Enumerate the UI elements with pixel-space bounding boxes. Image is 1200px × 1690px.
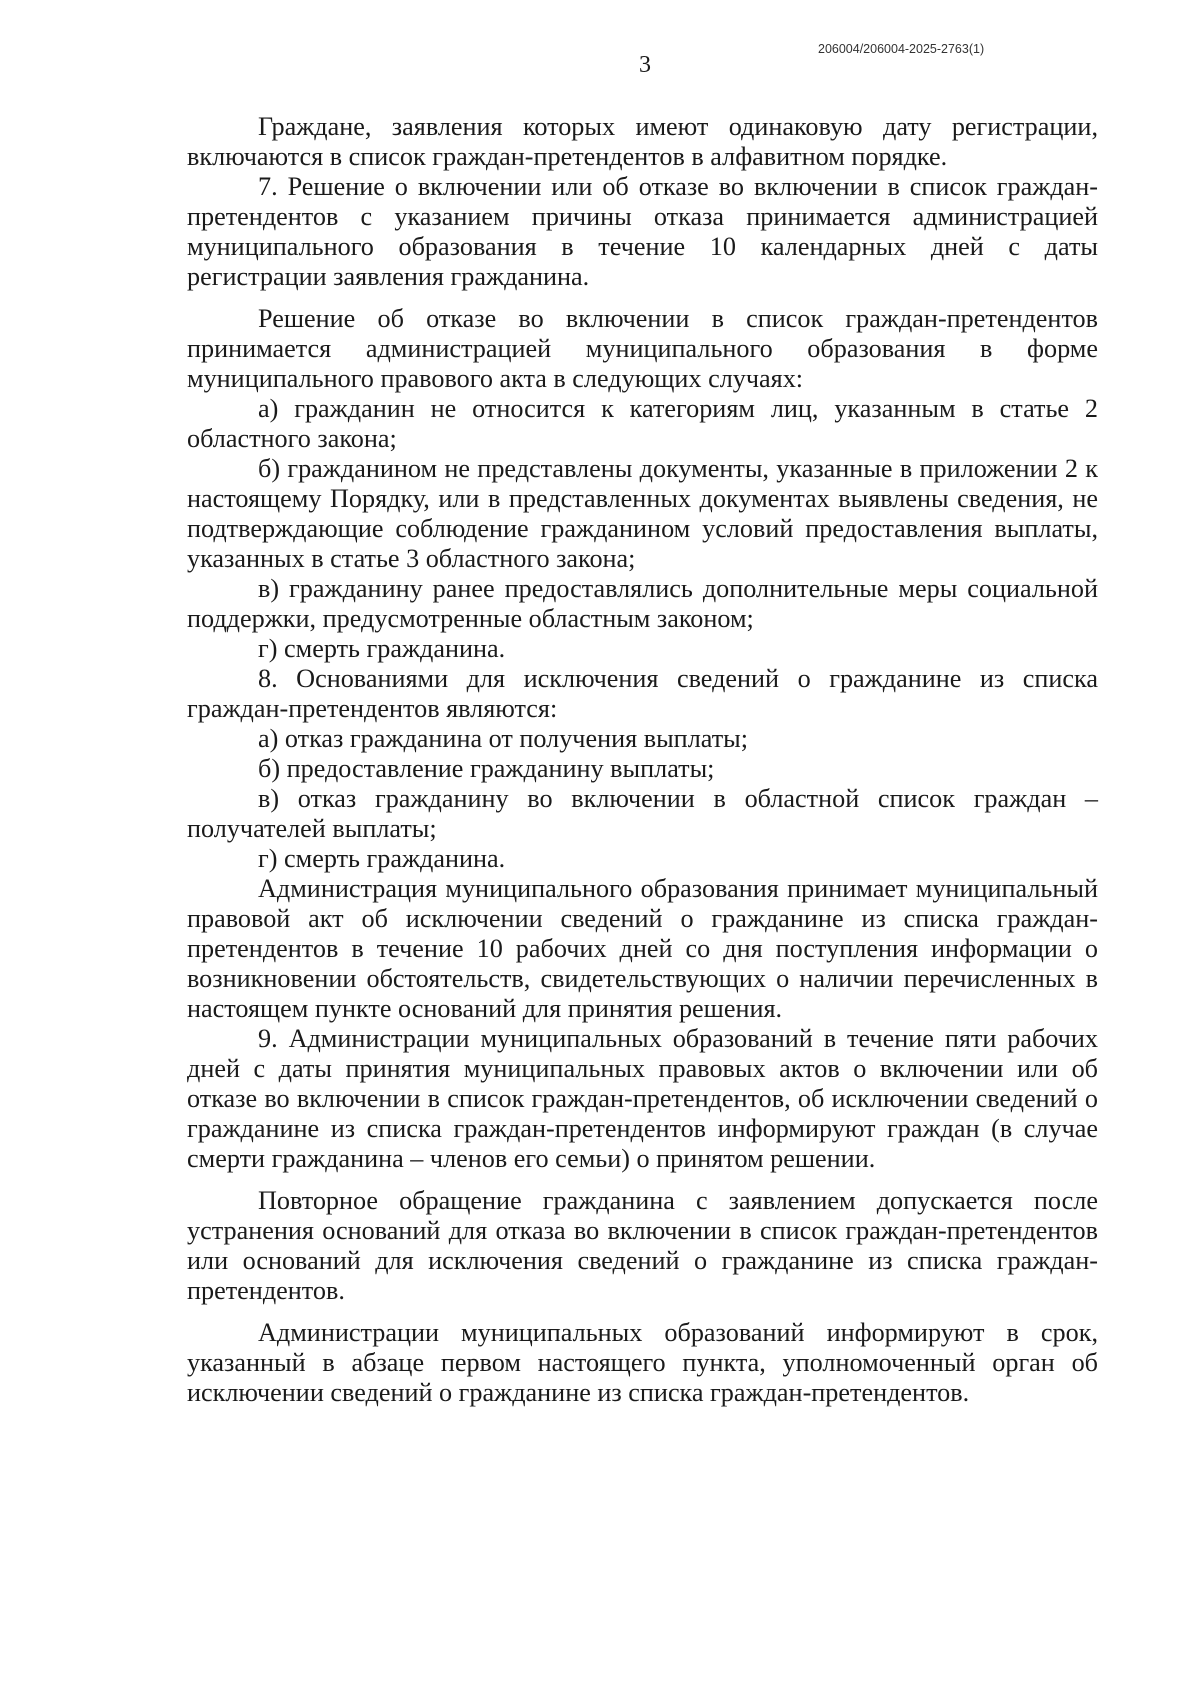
- paragraph: 9. Администрации муниципальных образований в течение пяти рабочих дней с даты принятия муниципальных правовых актов о включении или об отказе во включении в список граждан-претендентов, об исключении сведений о гражданине из списка граждан-претендентов информируют граждан (в случае смерти гражданина – членов его семьи) о принятом решении.: [187, 1024, 1098, 1173]
- paragraph: а) гражданин не относится к категориям лиц, указанным в статье 2 областного закона;: [187, 394, 1098, 453]
- page-number: 3: [639, 52, 651, 78]
- paragraph: 8. Основаниями для исключения сведений о гражданине из списка граждан-претендентов являются:: [187, 664, 1098, 723]
- paragraph: Администрации муниципальных образований информируют в срок, указанный в абзаце первом настоящего пункта, уполномоченный орган об исключении сведений о гражданине из списка граждан-претендентов.: [187, 1318, 1098, 1407]
- document-id: 206004/206004-2025-2763(1): [818, 42, 985, 56]
- paragraph: г) смерть гражданина.: [258, 844, 506, 873]
- paragraph: Граждане, заявления которых имеют одинаковую дату регистрации, включаются в список граждан-претендентов в алфавитном порядке.: [187, 112, 1098, 171]
- paragraph: а) отказ гражданина от получения выплаты;: [258, 724, 749, 753]
- paragraph: б) предоставление гражданину выплаты;: [258, 754, 715, 783]
- paragraph: в) гражданину ранее предоставлялись дополнительные меры социальной поддержки, предусмотренные областным законом;: [187, 574, 1098, 633]
- paragraph: г) смерть гражданина.: [258, 634, 506, 663]
- paragraph: 7. Решение о включении или об отказе во включении в список граждан-претендентов с указанием причины отказа принимается администрацией муниципального образования в течение 10 календарных дней с даты регистрации заявления гражданина.: [187, 172, 1098, 291]
- document-body: [187, 112, 1098, 1408]
- paragraph: Решение об отказе во включении в список граждан-претендентов принимается администрацией муниципального образования в форме муниципального правового акта в следующих случаях:: [187, 304, 1098, 393]
- paragraph: Администрация муниципального образования принимает муниципальный правовой акт об исключении сведений о гражданине из списка граждан-претендентов в течение 10 рабочих дней со дня поступления информации о возникновении обстоятельств, свидетельствующих о наличии перечисленных в настоящем пункте оснований для принятия решения.: [187, 874, 1098, 1023]
- paragraph: Повторное обращение гражданина с заявлением допускается после устранения оснований для отказа во включении в список граждан-претендентов или оснований для исключения сведений о гражданине из списка граждан-претендентов.: [187, 1186, 1098, 1305]
- paragraph: в) отказ гражданину во включении в областной список граждан – получателей выплаты;: [187, 784, 1098, 843]
- paragraph: б) гражданином не представлены документы, указанные в приложении 2 к настоящему Порядку, или в представленных документах выявлены сведения, не подтверждающие соблюдение гражданином условий предоставления выплаты, указанных в статье 3 областного закона;: [187, 454, 1098, 573]
